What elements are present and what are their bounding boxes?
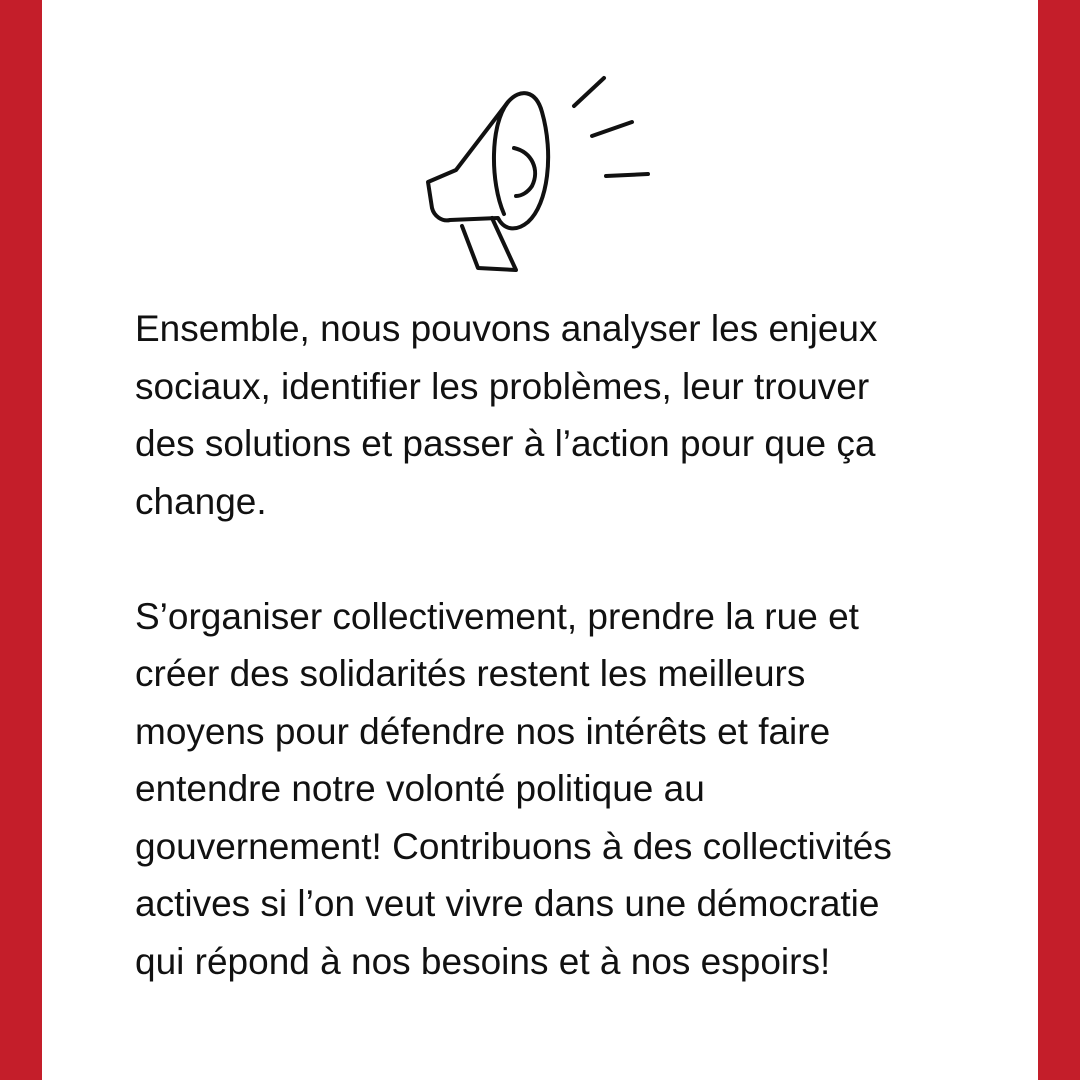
paragraph-1: Ensemble, nous pouvons analyser les enjeux sociaux, identifier les problèmes, leur trouver des solutions et passer à l’action pour que ça change.: [135, 308, 878, 522]
left-accent-bar: [0, 0, 42, 1080]
body-text: [135, 300, 965, 990]
paragraph-2: S’organiser collectivement, prendre la rue et créer des solidarités restent les meilleurs moyens pour défendre nos intérêts et faire entendre notre volonté politique au gouvernement! Contribuons à des collectivités actives si l’on veut vivre dans une démocratie qui répond à nos besoins et à nos espoirs!: [135, 595, 892, 982]
megaphone-icon: [420, 72, 660, 276]
right-accent-bar: [1038, 0, 1080, 1080]
